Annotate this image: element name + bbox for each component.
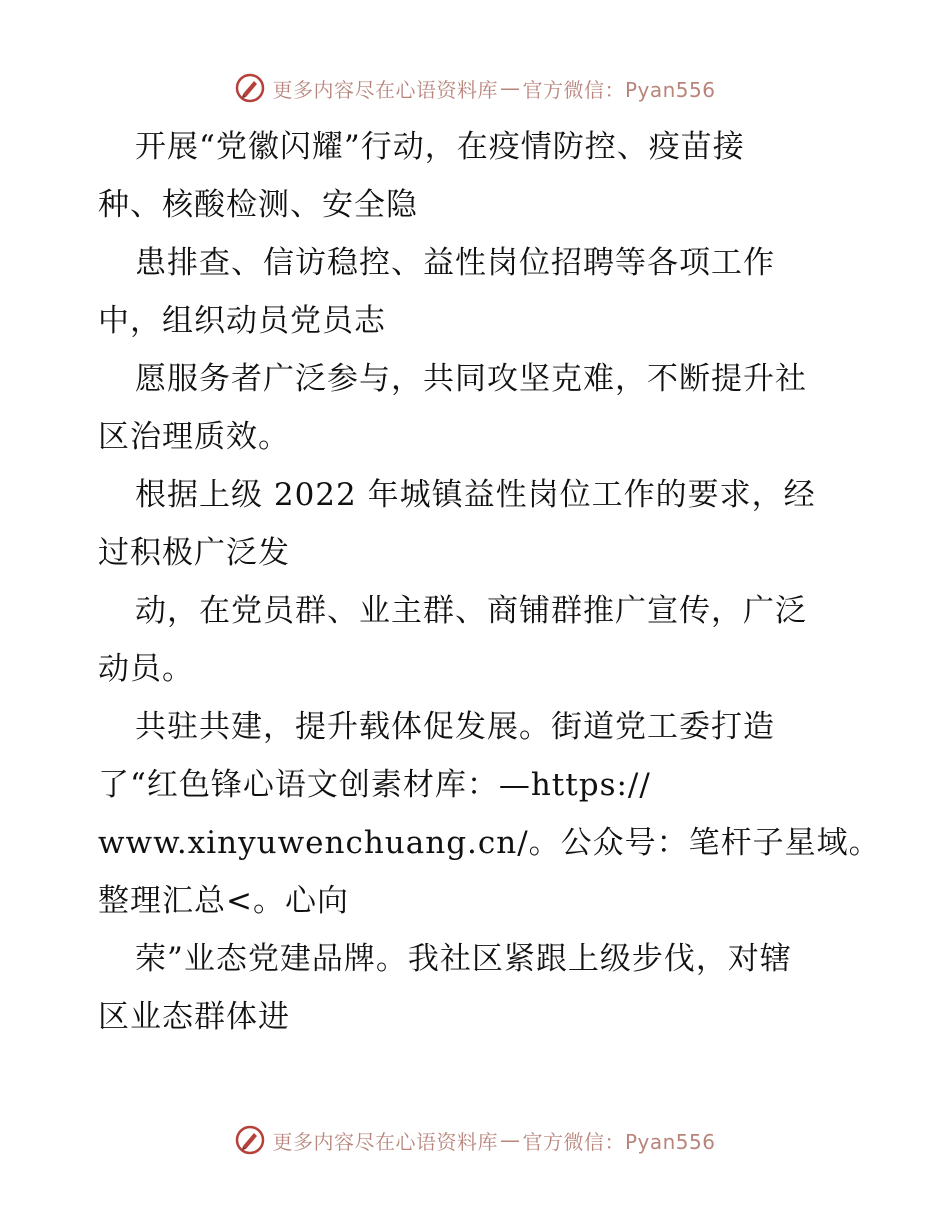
text-line: 中，组织动员党员志 [98, 303, 386, 339]
footer-watermark [0, 1124, 950, 1156]
text-line: 荣”业态党建品牌。我社区紧跟上级步伐，对辖 [135, 941, 792, 977]
text-line: www.xinyuwenchuang.cn/。公众号：笔杆子星域。 [98, 825, 881, 861]
text-line: 患排查、信访稳控、益性岗位招聘等各项工作 [135, 245, 775, 281]
watermark-site: 更多内容尽在心语资料库 [272, 77, 498, 102]
text-line: 整理汇总<。心向 [98, 883, 349, 919]
text-line: 动，在党员群、业主群、商铺群推广宣传，广泛 [135, 593, 807, 629]
pen-seal-icon [234, 1124, 266, 1156]
text-line: 种、核酸检测、安全隐 [98, 187, 418, 223]
text-line: 动员。 [98, 651, 194, 687]
document-body [98, 118, 881, 1046]
watermark-separator: — [499, 1128, 521, 1152]
text-line: 愿服务者广泛参与，共同攻坚克难，不断提升社 [135, 361, 807, 397]
text-line: 过积极广泛发 [98, 535, 290, 571]
text-line: 开展“党徽闪耀”行动，在疫情防控、疫苗接 [135, 129, 745, 165]
text-line: 根据上级 2022 年城镇益性岗位工作的要求，经 [135, 477, 816, 513]
pen-seal-icon [234, 72, 266, 104]
text-line: 共驻共建，提升载体促发展。街道党工委打造 [135, 709, 775, 745]
watermark-contact: 官方微信：Pyan556 [522, 77, 716, 102]
text-line: 了“红色锋心语文创素材库：—https:// [98, 767, 651, 803]
watermark-separator: — [499, 76, 521, 100]
watermark-site: 更多内容尽在心语资料库 [272, 1129, 498, 1154]
header-watermark [0, 72, 950, 104]
watermark-contact: 官方微信：Pyan556 [522, 1129, 716, 1154]
text-line: 区业态群体进 [98, 999, 290, 1035]
text-line: 区治理质效。 [98, 419, 290, 455]
